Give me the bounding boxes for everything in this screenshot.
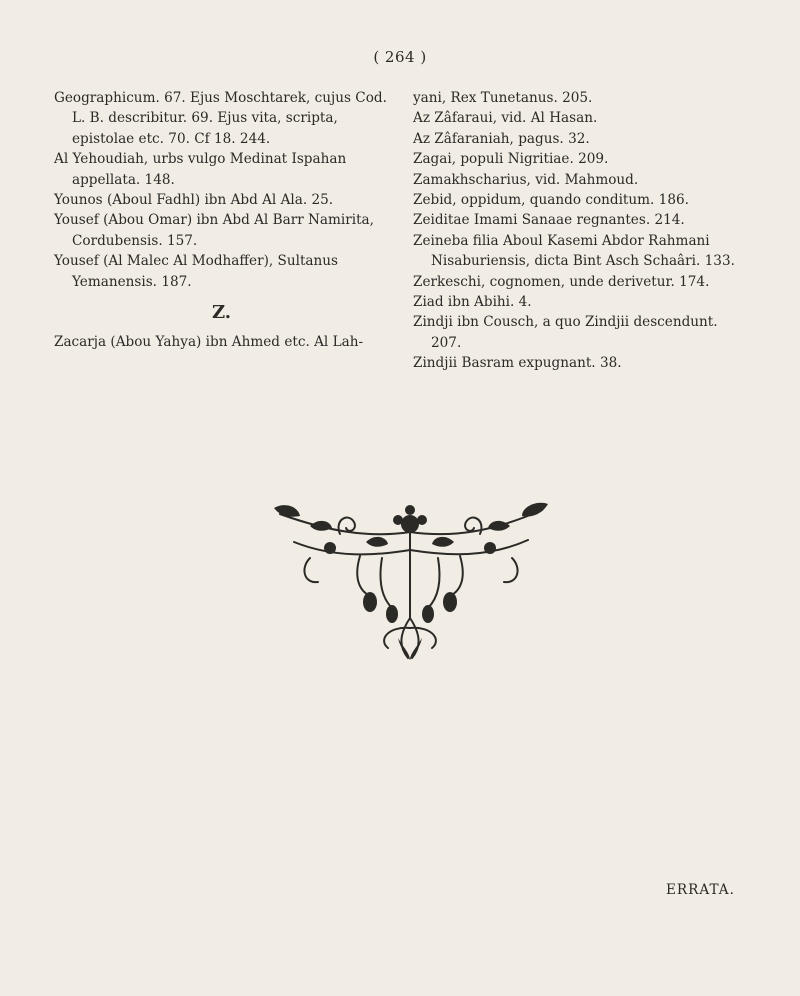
index-entry: Ziad ibn Abihi. 4. xyxy=(413,294,532,311)
index-entry: Yousef (Abou Omar) ibn Abd Al Barr Namirita, Cordubensis. 157. xyxy=(54,212,374,249)
index-entry: Zebid, oppidum, quando conditum. 186. xyxy=(413,192,689,209)
index-entry: Al Yehoudiah, urbs vulgo Medinat Ispahan appellata. 148. xyxy=(54,151,347,188)
index-entry: Geographicum. 67. Ejus Moschtarek, cujus Cod. L. B. describitur. 69. Ejus vita, scripta, epistolae etc. 70. Cf 18. 244. xyxy=(54,90,387,147)
index-entry: Zindji ibn Cousch, a quo Zindjii descendunt. 207. xyxy=(413,314,718,351)
index-entry: Zerkeschi, cognomen, unde derivetur. 174. xyxy=(413,273,710,290)
index-entry: Zagai, populi Nigritiae. 209. xyxy=(413,151,609,168)
index-entry: Yousef (Al Malec Al Modhaffer), Sultanus Yemanensis. 187. xyxy=(54,253,339,290)
index-entry: Zamakhscharius, vid. Mahmoud. xyxy=(413,171,639,188)
catchword: ERRATA. xyxy=(666,882,735,898)
index-entry: Zacarja (Abou Yahya) ibn Ahmed etc. Al Lah- xyxy=(54,334,364,351)
index-entry: Zeineba filia Aboul Kasemi Abdor Rahmani Nisaburiensis, dicta Bint Asch Schaâri. 133. xyxy=(413,232,735,270)
index-entry: Younos (Aboul Fadhl) ibn Abd Al Ala. 25. xyxy=(54,192,334,209)
index-entry: yani, Rex Tunetanus. 205. xyxy=(413,90,593,106)
index-entry: Zeiditae Imami Sanaae regnantes. 214. xyxy=(413,212,685,229)
floral-vignette-icon xyxy=(270,498,552,663)
page-number: ( 264 ) xyxy=(373,48,427,66)
letter-heading: Z. xyxy=(211,302,232,324)
index-entry: Az Zâfaraniah, pagus. 32. xyxy=(413,130,590,147)
index-entry: Zindjii Basram expugnant. 38. xyxy=(413,355,622,372)
index-column-left xyxy=(54,88,389,352)
index-column-right xyxy=(413,88,748,374)
index-entry: Az Zâfaraui, vid. Al Hasan. xyxy=(413,110,598,127)
